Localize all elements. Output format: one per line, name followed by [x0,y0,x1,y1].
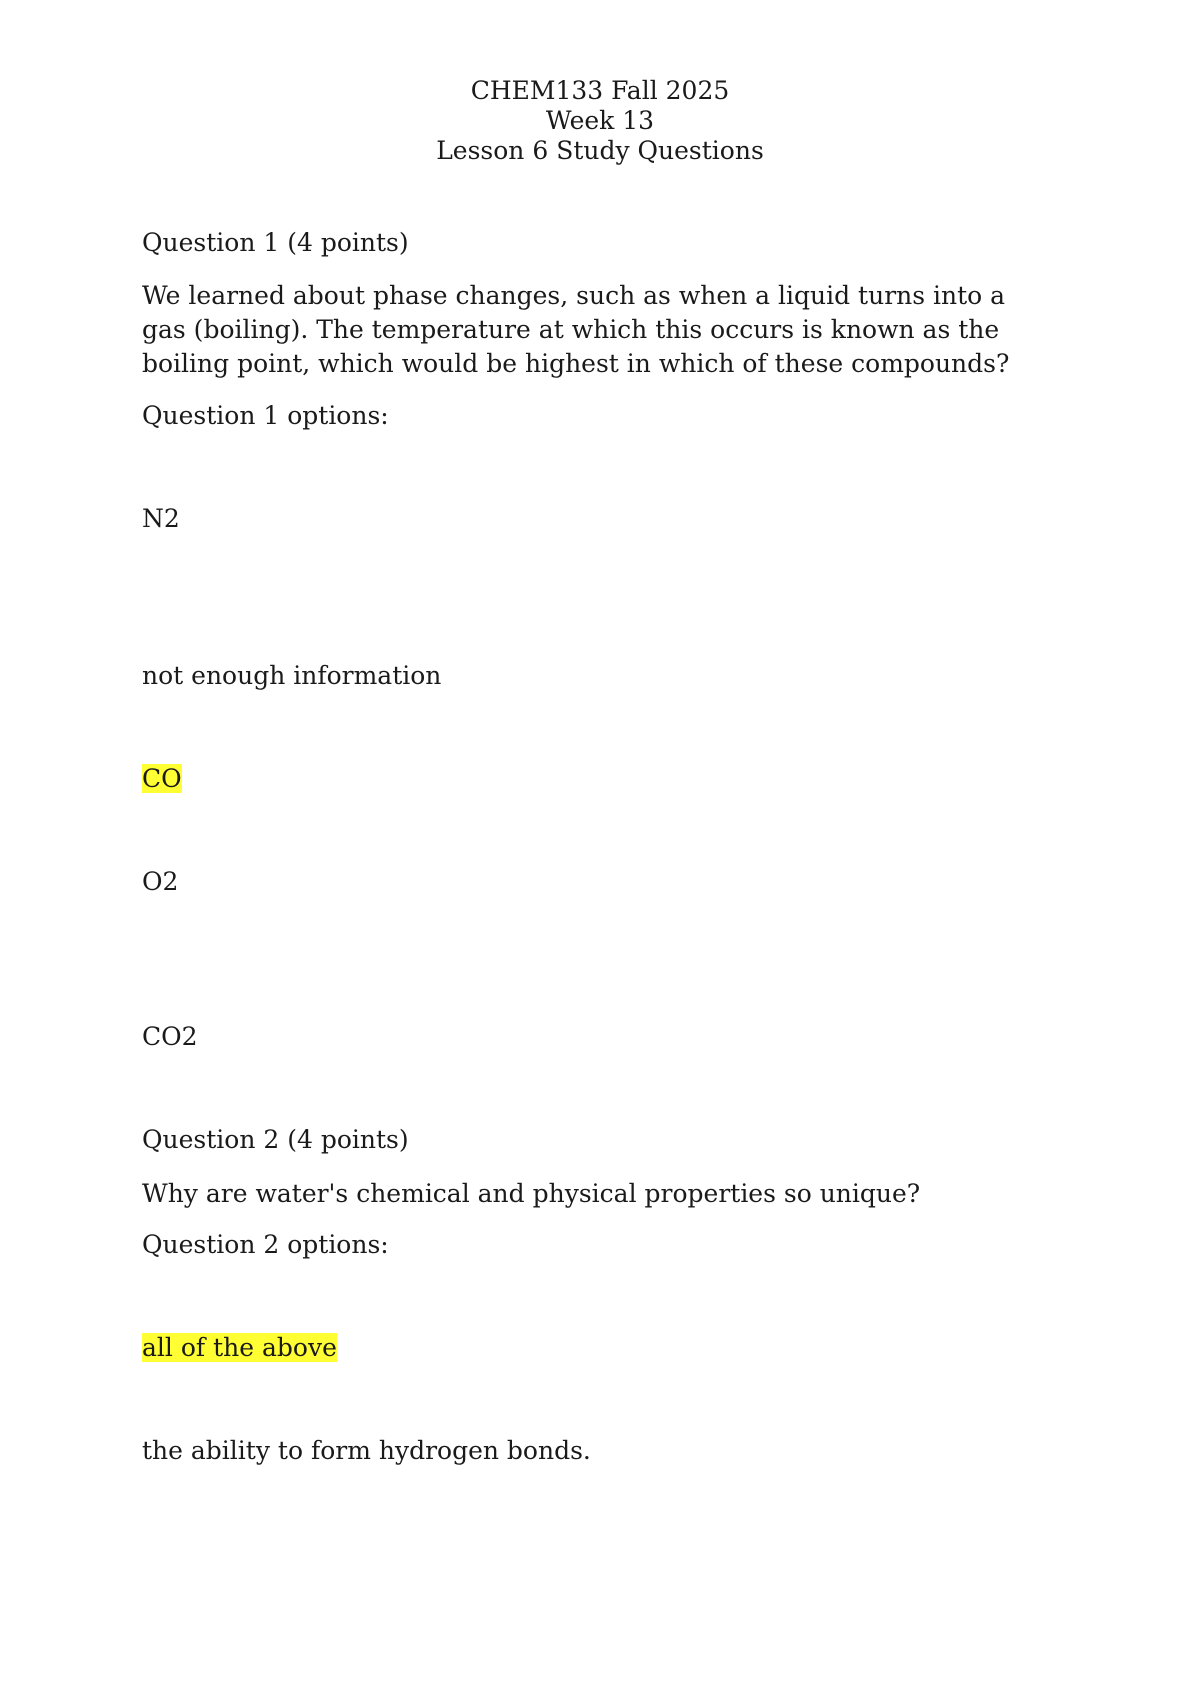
question-1-option-4[interactable] [142,865,1042,899]
course-title: CHEM133 Fall 2025 [470,76,730,105]
option-text: the ability to form hydrogen bonds. [142,1436,591,1465]
week-label: Week 13 [545,106,655,135]
question-2-options-label: Question 2 options: [142,1230,389,1259]
question-1-option-2[interactable] [142,659,1042,693]
question-2-prompt: Why are water's chemical and physical properties so unique? [142,1179,921,1208]
question-2-heading: Question 2 (4 points) [142,1125,409,1154]
question-2-option-1[interactable] [142,1331,1042,1365]
question-1-option-3[interactable] [142,762,1042,796]
document-header [0,76,1200,166]
question-1-option-1[interactable] [142,502,1042,536]
question-1-options-label: Question 1 options: [142,401,389,430]
question-2-option-2[interactable] [142,1434,1042,1468]
highlighted-option-text: all of the above [142,1333,337,1362]
lesson-title: Lesson 6 Study Questions [436,136,764,165]
question-1-heading: Question 1 (4 points) [142,228,409,257]
question-1-prompt: We learned about phase changes, such as when a liquid turns into a gas (boiling). The temperature at which this occurs is known as the boiling point, which would be highest in which of these compounds? [142,281,1010,378]
option-text: CO2 [142,1022,198,1051]
option-text: not enough information [142,661,442,690]
option-text: O2 [142,867,179,896]
option-text: N2 [142,504,180,533]
highlighted-option-text: CO [142,764,182,793]
question-1-option-5[interactable] [142,1020,1042,1054]
